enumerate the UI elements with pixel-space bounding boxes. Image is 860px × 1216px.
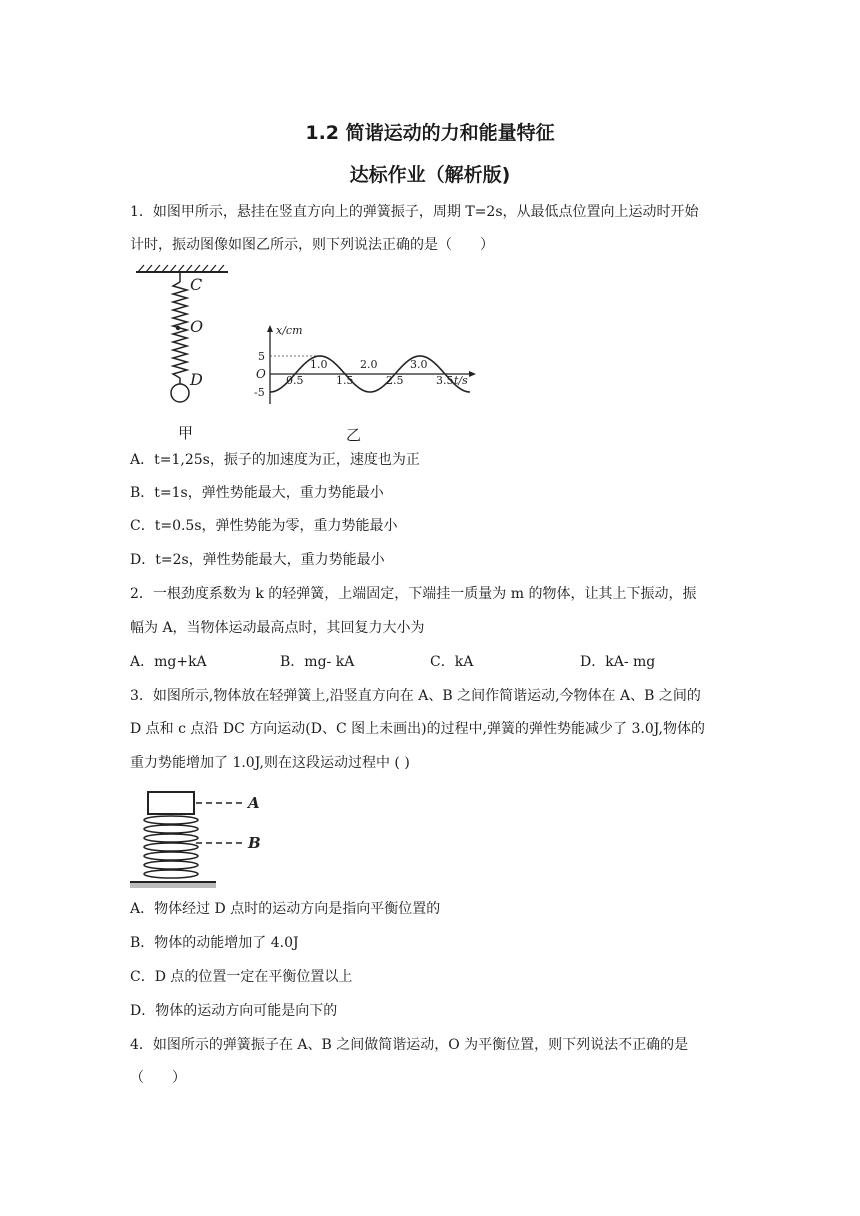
figure-yi-caption: 乙	[346, 426, 362, 444]
y-tick-pos: 5	[258, 350, 265, 363]
y-axis-arrow	[267, 325, 273, 332]
q3-option-b: B．物体的动能增加了 4.0J	[130, 935, 299, 951]
figure-yi-vibration-graph	[250, 322, 480, 410]
q3-option-d: D．物体的运动方向可能是向下的	[130, 1003, 338, 1019]
t-label-1.0: 1.0	[310, 358, 328, 371]
jia-label-c: C	[190, 275, 203, 294]
t-label-3.5: 3.5	[436, 374, 454, 387]
q2-option-b: B．mg- kA	[280, 654, 355, 670]
q3-stem-line1: 3．如图所示,物体放在轻弹簧上,沿竖直方向在 A、B 之间作简谐运动,今物体在 A、B 之间的	[130, 688, 701, 704]
t-label-1.5: 1.5	[336, 374, 354, 387]
q1-stem-line1: 1．如图甲所示，悬挂在竖直方向上的弹簧振子，周期 T=2s，从最低点位置向上运动时开始	[130, 204, 699, 220]
fig3-label-a: A	[248, 794, 260, 812]
q1-option-a: A．t=1,25s，振子的加速度为正，速度也为正	[130, 452, 420, 468]
y-axis-label: x/cm	[276, 324, 303, 337]
x-axis-arrow	[469, 371, 476, 377]
figure-jia-spring	[130, 262, 240, 412]
fig3-label-b: B	[248, 834, 261, 852]
q2-option-a: A．mg+kA	[130, 654, 207, 670]
y-tick-neg: -5	[254, 386, 265, 399]
q4-stem-line2: （ ）	[130, 1070, 186, 1086]
q2-option-c: C．kA	[430, 654, 474, 670]
origin-label: O	[256, 367, 266, 381]
q1-stem-line2: 计时，振动图像如图乙所示，则下列说法正确的是（ ）	[130, 237, 494, 253]
t-label-2.5: 2.5	[386, 374, 404, 387]
q1-option-d: D．t=2s，弹性势能最大，重力势能最小	[130, 552, 385, 568]
q2-option-d: D．kA- mg	[580, 654, 656, 670]
figure-block-on-spring	[128, 786, 274, 892]
jia-label-o: O	[190, 317, 204, 336]
q3-stem-line2: D 点和 c 点沿 DC 方向运动(D、C 图上未画出)的过程中,弹簧的弹性势能减少了 3.0J,物体的	[130, 721, 705, 737]
q3-option-a: A．物体经过 D 点时的运动方向是指向平衡位置的	[130, 901, 441, 917]
t-label-2.0: 2.0	[360, 358, 378, 371]
q3-option-c: C．D 点的位置一定在平衡位置以上	[130, 969, 353, 985]
t-label-0.5: 0.5	[286, 374, 304, 387]
q4-stem-line1: 4．如图所示的弹簧振子在 A、B 之间做简谐运动，O 为平衡位置，则下列说法不正确的是	[130, 1037, 689, 1053]
q3-stem-line3: 重力势能增加了 1.0J,则在这段运动过程中 ( )	[130, 755, 410, 771]
t-label-3.0: 3.0	[410, 358, 428, 371]
vib-labels	[254, 324, 468, 399]
document-subtitle: 达标作业（解析版)	[349, 164, 511, 186]
figure-jia-caption: 甲	[178, 424, 194, 442]
q1-option-c: C．t=0.5s，弹性势能为零，重力势能最小	[130, 518, 398, 534]
x-axis-label: t/s	[454, 374, 468, 387]
q2-stem-line1: 2．一根劲度系数为 k 的轻弹簧，上端固定，下端挂一质量为 m 的物体，让其上下振动，振	[130, 586, 697, 602]
jia-label-d: D	[190, 370, 203, 389]
q2-stem-line2: 幅为 A，当物体运动最高点时，其回复力大小为	[130, 620, 425, 636]
document-title: 1.2 简谐运动的力和能量特征	[305, 122, 555, 144]
q1-option-b: B．t=1s，弹性势能最大，重力势能最小	[130, 485, 384, 501]
